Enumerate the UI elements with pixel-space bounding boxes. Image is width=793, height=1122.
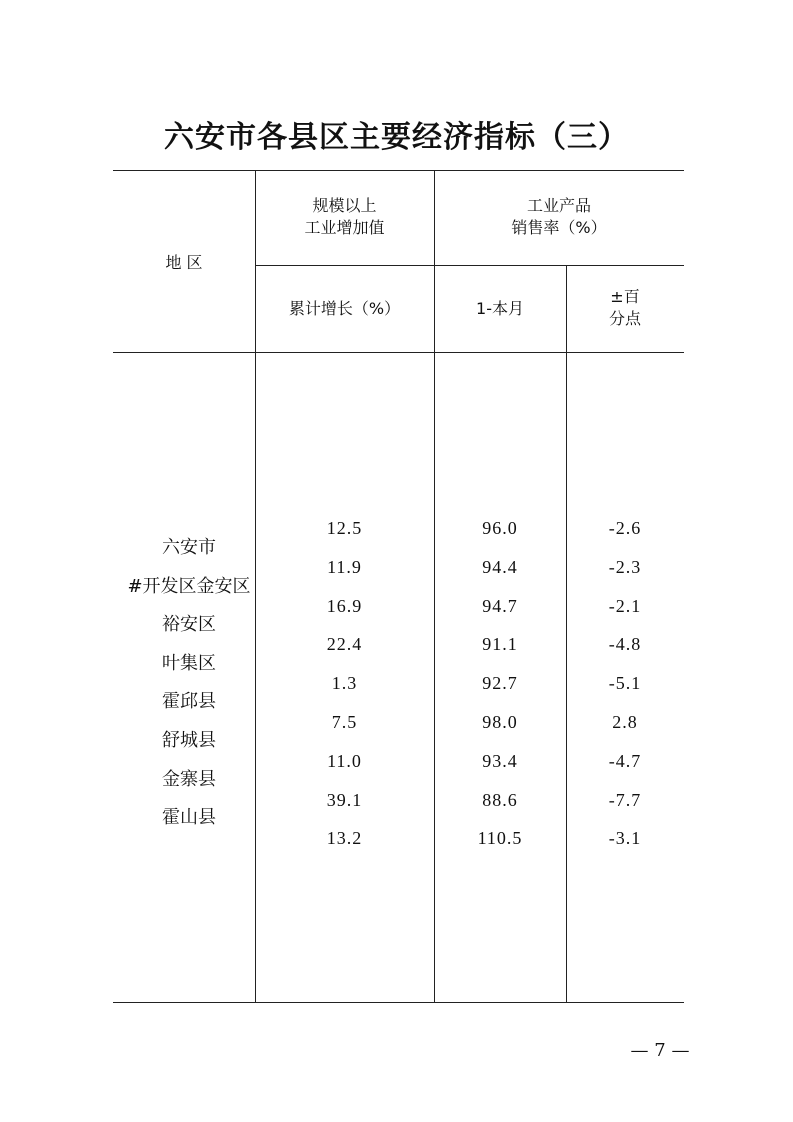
header-region-label: 地 区 (165, 253, 203, 272)
header-industrial-value (255, 195, 434, 239)
header-points-line1: ±百 (610, 287, 640, 306)
table-top-rule (113, 170, 684, 171)
region-name: 金寨县 (162, 768, 216, 790)
growth-value: 11.0 (327, 750, 362, 771)
sales-rate-column (434, 509, 566, 858)
growth-value: 16.9 (326, 595, 363, 616)
header-sales-rate-line1: 工业产品 (526, 196, 591, 215)
growth-column (255, 509, 434, 858)
region-name: 舒城县 (162, 729, 216, 751)
growth-value: 22.4 (326, 634, 363, 655)
sales-rate-value: 110.5 (477, 828, 523, 849)
sales-rate-value: 92.7 (482, 673, 518, 694)
region-name: 六安市 (162, 537, 216, 558)
sales-rate-value: 98.0 (482, 711, 518, 732)
page-number: — 7 — (630, 1040, 690, 1061)
region-name: 霍邱县 (162, 691, 216, 713)
header-period-sub (434, 298, 566, 320)
points-change-value: -2.3 (608, 556, 642, 577)
points-change-value: -4.7 (608, 750, 642, 771)
points-change-value: -7.7 (608, 789, 642, 810)
sales-rate-value: 91.1 (482, 634, 518, 655)
points-change-column (566, 509, 684, 858)
growth-value: 39.1 (326, 789, 363, 810)
points-change-value: -3.1 (608, 828, 642, 849)
region-name: 裕安区 (162, 614, 216, 636)
points-change-value: 2.8 (612, 711, 638, 732)
growth-value: 7.5 (331, 711, 358, 732)
header-region (113, 252, 255, 274)
header-period-sub-label: 1-本月 (476, 299, 524, 318)
region-name: 叶集区 (162, 652, 216, 674)
header-points-sub (566, 286, 684, 330)
header-industrial-value-line2: 工业增加值 (304, 218, 385, 237)
sales-rate-value: 93.4 (482, 750, 518, 771)
growth-value: 1.3 (331, 673, 358, 694)
header-bottom-rule (113, 352, 684, 353)
points-change-value: -4.8 (608, 634, 642, 655)
header-points-line2: 分点 (608, 309, 641, 328)
header-mid-rule (255, 265, 684, 266)
table-bottom-rule (113, 1002, 684, 1003)
page-title: 六安市各县区主要经济指标（三） (164, 120, 629, 155)
points-change-value: -2.1 (608, 595, 642, 616)
header-growth-sub (255, 298, 434, 320)
points-change-value: -2.6 (608, 518, 642, 538)
sales-rate-value: 94.4 (482, 556, 518, 577)
sales-rate-value: 88.6 (482, 789, 518, 810)
growth-value: 12.5 (326, 518, 363, 538)
growth-value: 11.9 (327, 556, 362, 577)
growth-value: 13.2 (326, 828, 363, 849)
points-change-value: -5.1 (608, 673, 642, 694)
header-sales-rate (434, 195, 684, 239)
header-industrial-value-line1: 规模以上 (312, 196, 377, 215)
region-name: #开发区金安区 (127, 575, 251, 597)
sales-rate-value: 94.7 (482, 595, 518, 616)
header-growth-sub-label: 累计增长（%） (288, 299, 401, 318)
region-column (113, 529, 265, 838)
sales-rate-value: 96.0 (482, 518, 518, 538)
header-sales-rate-line2: 销售率（%） (511, 218, 607, 237)
region-name: 霍山县 (162, 807, 216, 829)
